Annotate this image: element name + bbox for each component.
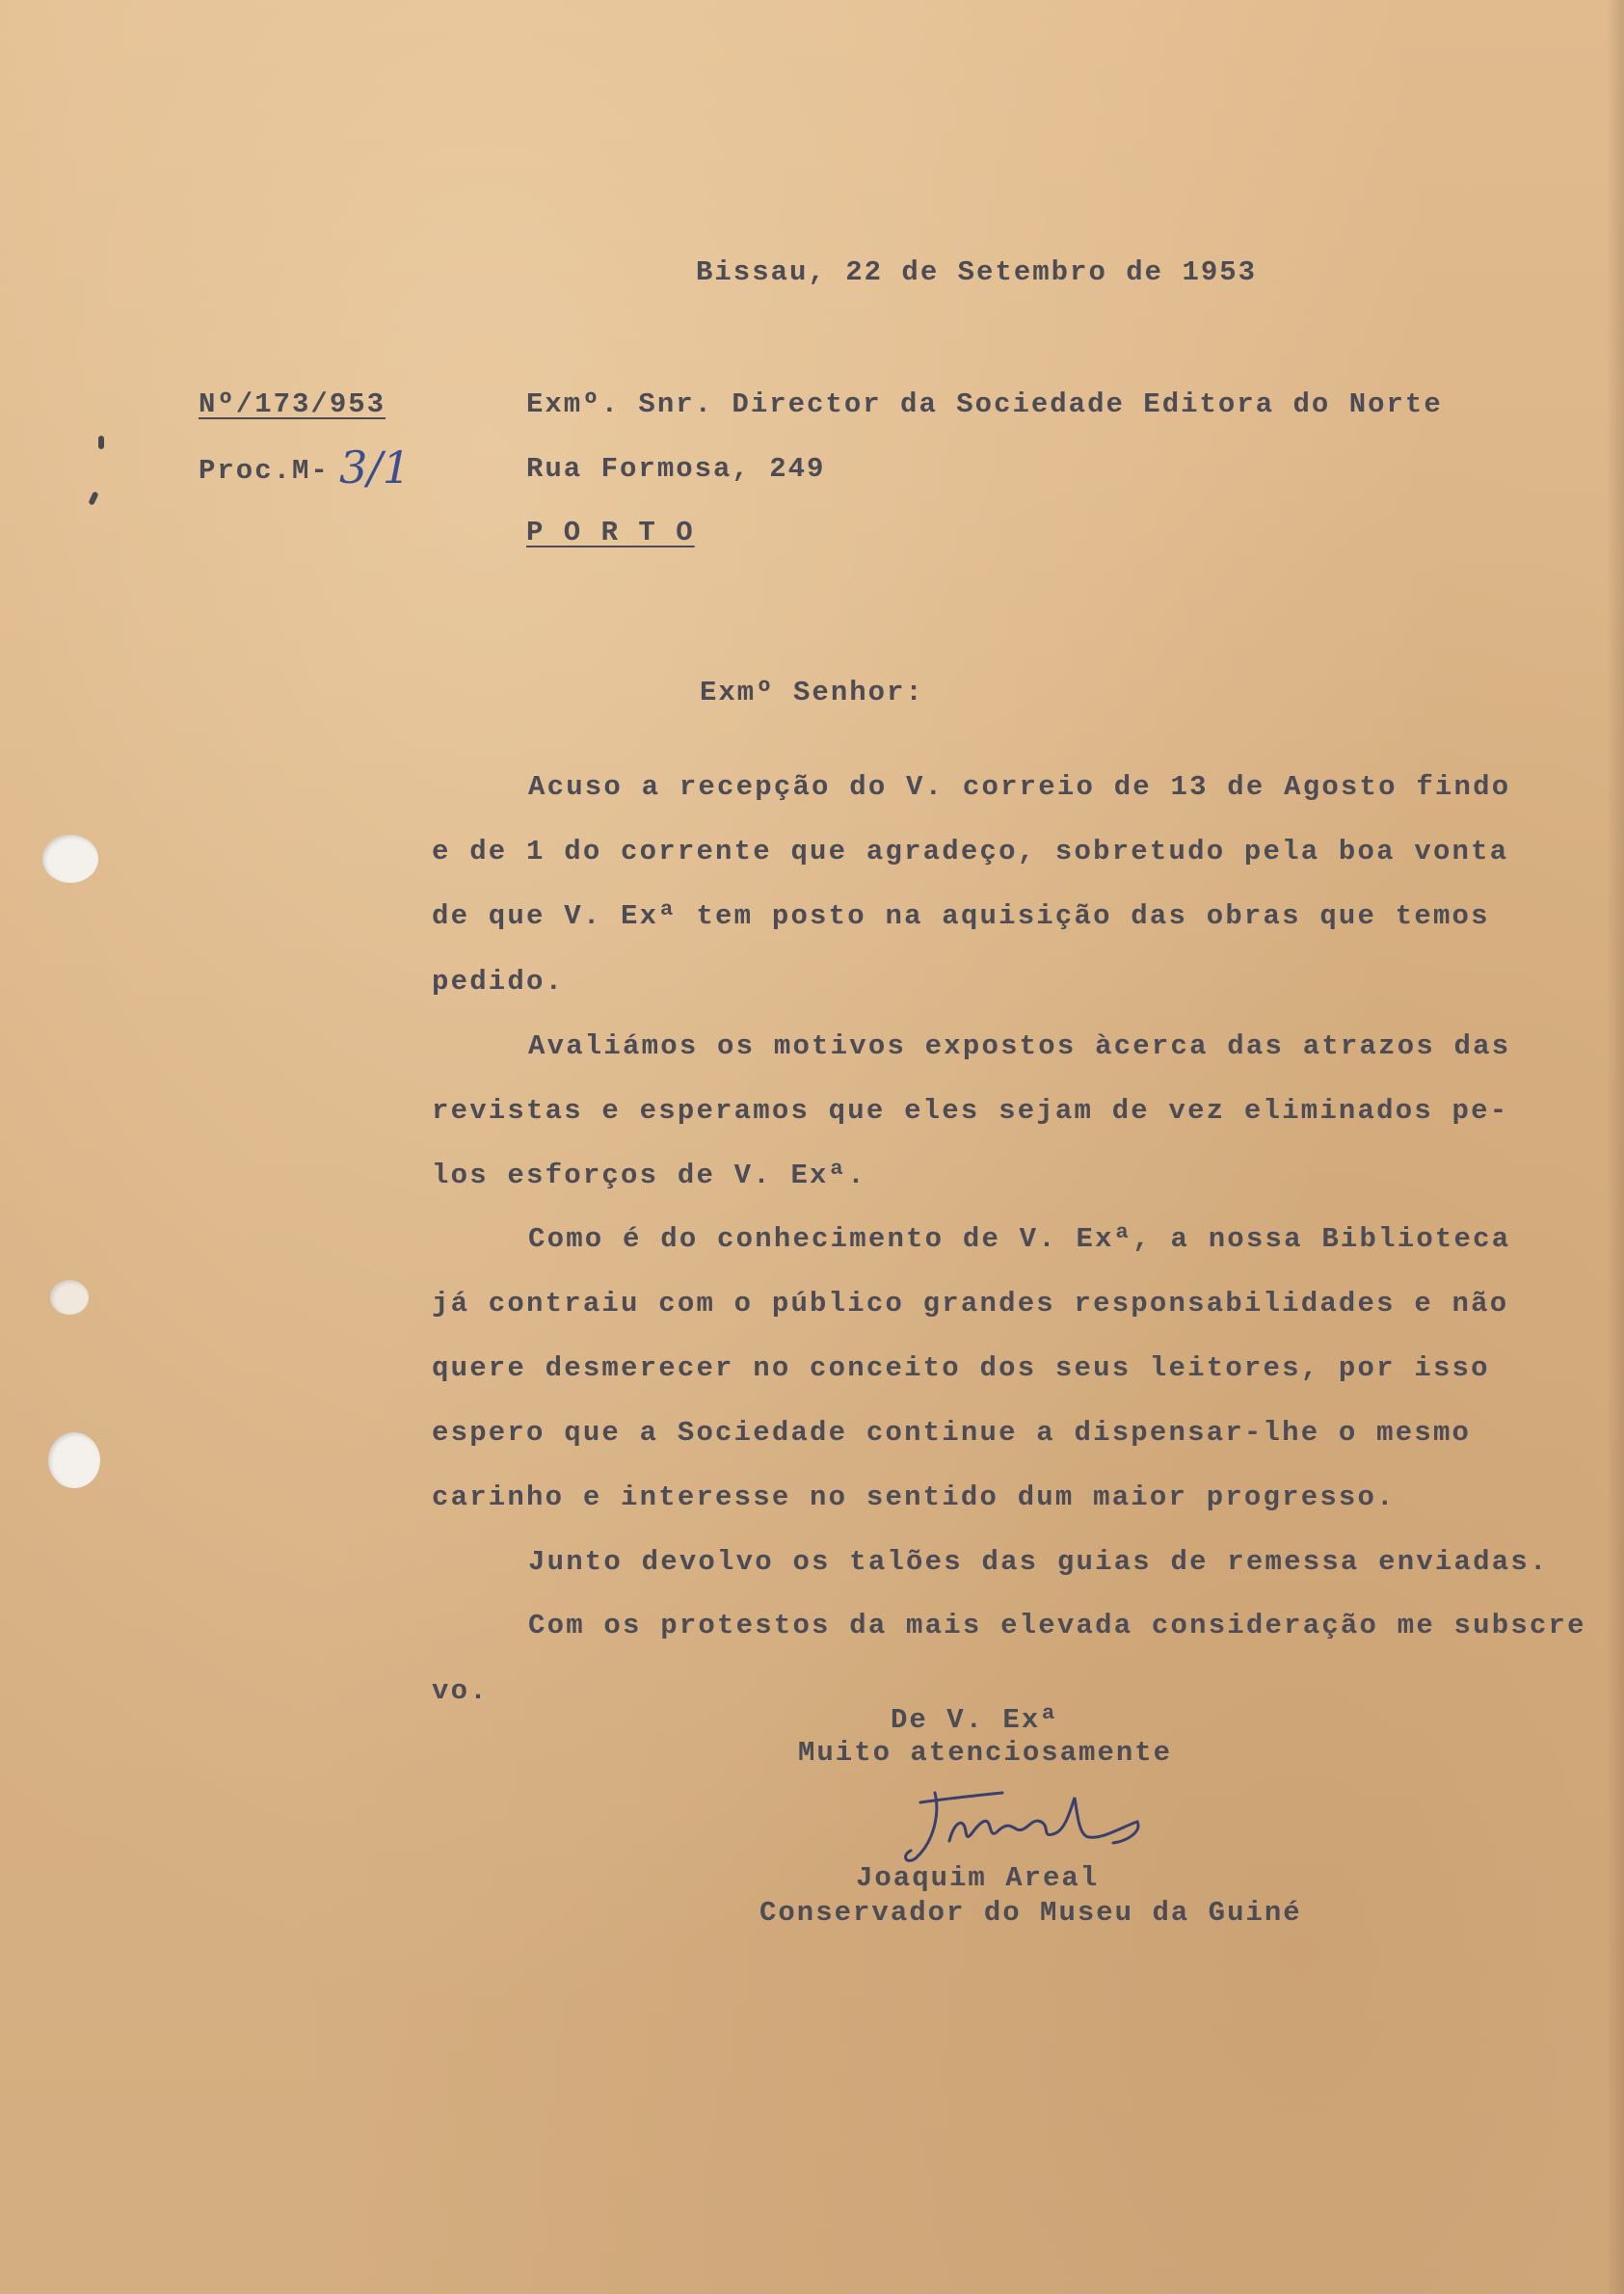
body-line: Com os protestos da mais elevada consideração me subscre (528, 1610, 1586, 1641)
punch-hole-top (42, 835, 98, 883)
recipient-line-1: Exmº. Snr. Director da Sociedade Editora do Norte (526, 388, 1443, 420)
process-prefix: Proc.M- (199, 455, 330, 487)
body-line: quere desmerecer no conceito dos seus leitores, por isso (432, 1352, 1490, 1384)
body-line: vo. (432, 1675, 489, 1707)
paper-edge-shadow (1607, 0, 1624, 2294)
body-line: e de 1 do corrente que agradeço, sobretudo pela boa vonta (432, 836, 1509, 867)
signature-name: Joaquim Areal (856, 1862, 1100, 1894)
body-line: Junto devolvo os talões das guias de remessa enviadas. (528, 1546, 1549, 1578)
body-line: de que V. Exª tem posto na aquisição das obras que temos (432, 900, 1490, 932)
body-line: Como é do conhecimento de V. Exª, a nossa Biblioteca (528, 1223, 1511, 1255)
date-line: Bissau, 22 de Setembro de 1953 (696, 256, 1258, 288)
recipient-line-2: Rua Formosa, 249 (526, 453, 826, 485)
recipient-city: P O R T O (526, 517, 695, 548)
body-line: já contraiu com o público grandes responsabilidades e não (432, 1288, 1509, 1320)
body-line: carinho e interesse no sentido dum maior progresso. (432, 1481, 1396, 1513)
process-handwritten-number: 3/1 (339, 441, 412, 493)
body-line: pedido. (432, 966, 565, 998)
body-line: revistas e esperamos que eles sejam de vez eliminados pe- (432, 1095, 1509, 1127)
reference-number: Nº/173/953 (199, 388, 386, 420)
body-line: Acuso a recepção do V. correio de 13 de Agosto findo (528, 771, 1511, 803)
salutation: Exmº Senhor: (700, 677, 924, 708)
body-line: espero que a Sociedade continue a dispensar-lhe o mesmo (432, 1417, 1472, 1449)
closing-line-2: Muito atenciosamente (798, 1737, 1173, 1769)
body-line: los esforços de V. Exª. (432, 1160, 866, 1191)
margin-mark (88, 491, 98, 505)
closing-line-1: De V. Exª (891, 1704, 1059, 1736)
handwritten-signature (896, 1774, 1157, 1870)
margin-mark (98, 436, 104, 449)
signature-title: Conservador do Museu da Guiné (759, 1897, 1302, 1929)
punch-hole-middle (50, 1280, 89, 1315)
punch-hole-bottom (48, 1432, 100, 1488)
body-line: Avaliámos os motivos expostos àcerca das atrazos das (528, 1030, 1511, 1062)
